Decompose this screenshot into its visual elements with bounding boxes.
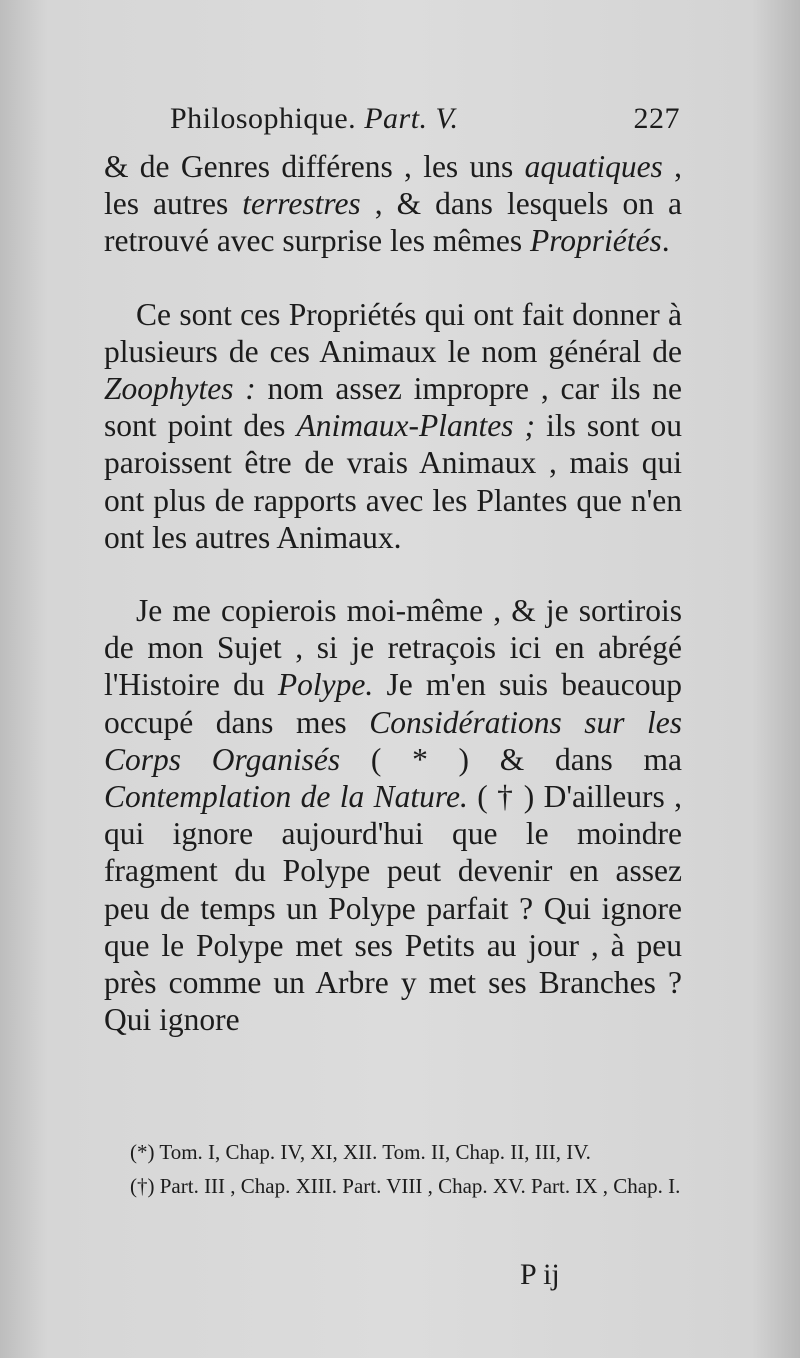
italic-run: Zoophytes : (104, 371, 256, 407)
running-header (170, 96, 680, 146)
text-run: Je me copierois moi-même , & je sortirois de mon Sujet , si je retraçois ici en abrégé l'Histoire du (104, 593, 682, 703)
text-run: ( * ) & dans ma (340, 741, 682, 777)
italic-run: Contemplation de la Nature. (104, 779, 468, 815)
italic-run: Polype. (277, 667, 374, 703)
text-run: ils sont ou paroissent être de vrais Animaux , mais qui ont plus de rapports avec les Plantes que n'en ont les autres Animaux. (104, 408, 682, 555)
text-run: Ce sont ces Propriétés qui ont fait donner à plusieurs de ces Animaux le nom général de (104, 296, 682, 369)
header-part: Part. V. (364, 102, 459, 135)
text-run: & de Genres différens , les uns (104, 149, 525, 184)
text-run: ( † ) D'ailleurs , qui ignore aujourd'hui que le moindre fragment du Polype peut devenir en assez peu de temps un Polype parfait ? Qui ignore que le Polype met ses Petits au jour , à peu près comme un Arbre y met ses Branches ? Qui ignore (104, 779, 683, 1038)
text-run: , les autres (104, 149, 682, 222)
italic-run: Propriétés (529, 223, 662, 259)
footnote-1: (*) Tom. I, Chap. IV, XI, XII. Tom. II, Chap. II, III, IV. (130, 1140, 591, 1164)
text-run: . (661, 223, 670, 259)
text-run: , & dans lesquels on a retrouvé avec surprise les mêmes (104, 186, 682, 259)
italic-run: Considérations sur les Corps Organisés (104, 704, 682, 777)
header-title: Philosophique. (170, 102, 357, 135)
page-number: 227 (633, 102, 680, 135)
text-run: Je m'en suis beaucoup occupé dans mes (104, 667, 682, 740)
paragraph-2 (104, 296, 682, 556)
italic-run: Animaux-Plantes ; (296, 408, 535, 444)
italic-run: terrestres (242, 186, 361, 222)
signature-mark: P ij (520, 1258, 560, 1291)
footnote-2: (†) Part. III , Chap. XIII. Part. VIII , Chap. XV. Part. IX , Chap. I. (130, 1174, 681, 1198)
footnotes (104, 1140, 682, 1208)
body-text (104, 148, 682, 1038)
paragraph-3 (104, 592, 682, 1038)
running-title (170, 102, 458, 136)
italic-run: aquatiques (524, 149, 663, 184)
text-run: nom assez impropre , car ils ne sont point des (104, 371, 682, 444)
paragraph-1 (104, 148, 682, 260)
